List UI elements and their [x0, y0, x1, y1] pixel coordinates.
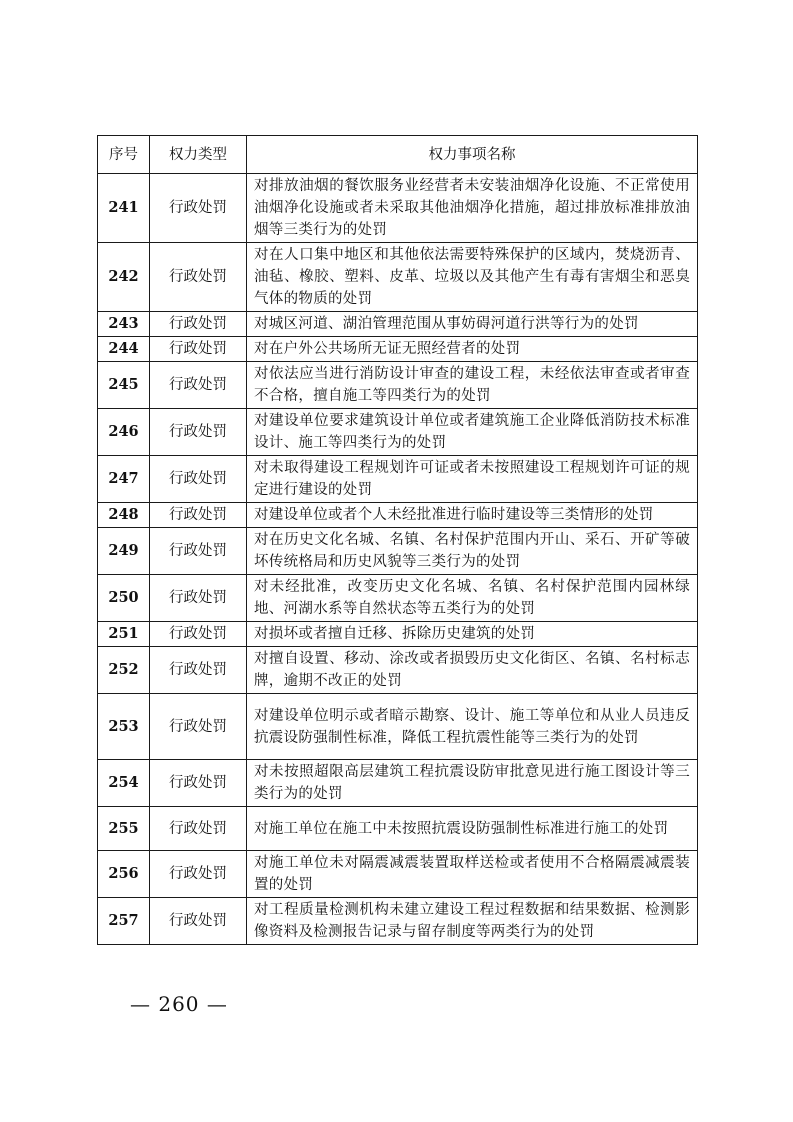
header-power-type: 权力类型	[150, 136, 247, 174]
row-serial-number: 251	[98, 622, 150, 647]
row-power-type: 行政处罚	[150, 898, 247, 945]
row-power-type: 行政处罚	[150, 622, 247, 647]
row-serial-number: 249	[98, 528, 150, 575]
row-serial-number: 241	[98, 174, 150, 243]
table-row	[98, 851, 698, 898]
row-power-type: 行政处罚	[150, 647, 247, 694]
row-serial-number: 242	[98, 243, 150, 312]
row-power-type: 行政处罚	[150, 575, 247, 622]
row-power-item-name: 对在户外公共场所无证无照经营者的处罚	[247, 337, 698, 362]
row-power-type: 行政处罚	[150, 694, 247, 760]
row-power-item-name: 对未经批准，改变历史文化名城、名镇、名村保护范围内园林绿地、河湖水系等自然状态等五类行为的处罚	[247, 575, 698, 622]
row-serial-number: 253	[98, 694, 150, 760]
table-row	[98, 456, 698, 503]
table-row	[98, 807, 698, 851]
row-power-item-name: 对在历史文化名城、名镇、名村保护范围内开山、采石、开矿等破坏传统格局和历史风貌等三类行为的处罚	[247, 528, 698, 575]
row-serial-number: 250	[98, 575, 150, 622]
table-row	[98, 362, 698, 409]
row-power-type: 行政处罚	[150, 456, 247, 503]
row-serial-number: 247	[98, 456, 150, 503]
table-row	[98, 174, 698, 243]
row-power-item-name: 对依法应当进行消防设计审查的建设工程，未经依法审查或者审查不合格，擅自施工等四类行为的处罚	[247, 362, 698, 409]
row-serial-number: 248	[98, 503, 150, 528]
row-serial-number: 252	[98, 647, 150, 694]
row-serial-number: 245	[98, 362, 150, 409]
row-serial-number: 246	[98, 409, 150, 456]
table-row	[98, 503, 698, 528]
row-power-type: 行政处罚	[150, 312, 247, 337]
table-row	[98, 312, 698, 337]
row-power-type: 行政处罚	[150, 760, 247, 807]
row-power-item-name: 对排放油烟的餐饮服务业经营者未安装油烟净化设施、不正常使用油烟净化设施或者未采取其他油烟净化措施，超过排放标准排放油烟等三类行为的处罚	[247, 174, 698, 243]
row-power-item-name: 对在人口集中地区和其他依法需要特殊保护的区域内，焚烧沥青、油毡、橡胶、塑料、皮革、垃圾以及其他产生有毒有害烟尘和恶臭气体的物质的处罚	[247, 243, 698, 312]
row-serial-number: 256	[98, 851, 150, 898]
row-power-type: 行政处罚	[150, 409, 247, 456]
row-power-item-name: 对损坏或者擅自迁移、拆除历史建筑的处罚	[247, 622, 698, 647]
table-row	[98, 898, 698, 945]
row-power-item-name: 对工程质量检测机构未建立建设工程过程数据和结果数据、检测影像资料及检测报告记录与留存制度等两类行为的处罚	[247, 898, 698, 945]
row-power-item-name: 对施工单位未对隔震减震装置取样送检或者使用不合格隔震减震装置的处罚	[247, 851, 698, 898]
row-power-type: 行政处罚	[150, 337, 247, 362]
powers-table	[97, 135, 698, 945]
row-power-type: 行政处罚	[150, 174, 247, 243]
row-power-item-name: 对未按照超限高层建筑工程抗震设防审批意见进行施工图设计等三类行为的处罚	[247, 760, 698, 807]
row-power-type: 行政处罚	[150, 851, 247, 898]
header-power-item-name: 权力事项名称	[247, 136, 698, 174]
row-power-type: 行政处罚	[150, 503, 247, 528]
row-power-item-name: 对城区河道、湖泊管理范围从事妨碍河道行洪等行为的处罚	[247, 312, 698, 337]
row-power-type: 行政处罚	[150, 528, 247, 575]
row-power-type: 行政处罚	[150, 243, 247, 312]
page-number: — 260 —	[130, 992, 228, 1016]
table-row	[98, 760, 698, 807]
row-serial-number: 243	[98, 312, 150, 337]
row-power-item-name: 对建设单位或者个人未经批准进行临时建设等三类情形的处罚	[247, 503, 698, 528]
row-serial-number: 244	[98, 337, 150, 362]
row-serial-number: 255	[98, 807, 150, 851]
row-power-item-name: 对施工单位在施工中未按照抗震设防强制性标准进行施工的处罚	[247, 807, 698, 851]
table-header-row	[98, 136, 698, 174]
table-row	[98, 622, 698, 647]
header-serial-number: 序号	[98, 136, 150, 174]
row-power-item-name: 对擅自设置、移动、涂改或者损毁历史文化街区、名镇、名村标志牌，逾期不改正的处罚	[247, 647, 698, 694]
table-row	[98, 243, 698, 312]
row-serial-number: 257	[98, 898, 150, 945]
row-power-type: 行政处罚	[150, 807, 247, 851]
table-row	[98, 575, 698, 622]
table-row	[98, 694, 698, 760]
row-power-item-name: 对建设单位要求建筑设计单位或者建筑施工企业降低消防技术标准设计、施工等四类行为的处罚	[247, 409, 698, 456]
table-row	[98, 337, 698, 362]
row-serial-number: 254	[98, 760, 150, 807]
table-row	[98, 409, 698, 456]
row-power-item-name: 对未取得建设工程规划许可证或者未按照建设工程规划许可证的规定进行建设的处罚	[247, 456, 698, 503]
table-row	[98, 528, 698, 575]
row-power-item-name: 对建设单位明示或者暗示勘察、设计、施工等单位和从业人员违反抗震设防强制性标准，降低工程抗震性能等三类行为的处罚	[247, 694, 698, 760]
table-row	[98, 647, 698, 694]
row-power-type: 行政处罚	[150, 362, 247, 409]
